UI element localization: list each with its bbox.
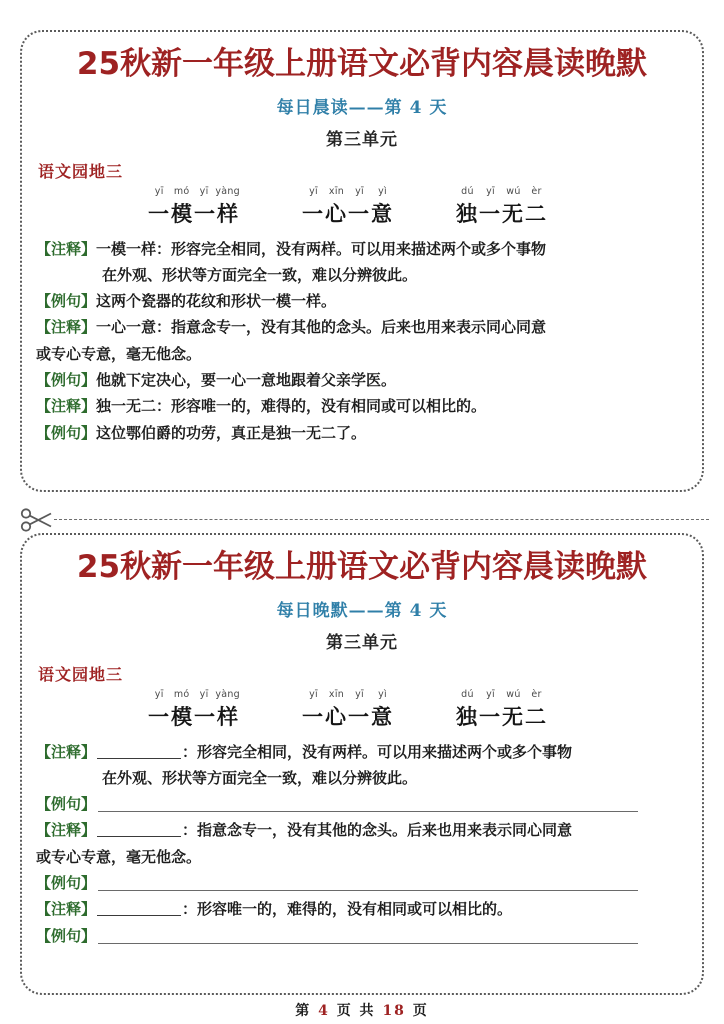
pinyin-syllable: yī: [309, 688, 318, 700]
idiom-hanzi: 一模一样: [148, 703, 240, 729]
example-tag: 【例句】: [36, 795, 97, 814]
pinyin-syllable: yī: [355, 688, 364, 700]
note-entry: [36, 315, 688, 339]
entry-example: 他就下定决心，要一心一意地跟着父亲学医。: [96, 371, 397, 390]
entry-note-line1: ：形容唯一的，难得的，没有相同或可以相比的。: [182, 900, 513, 919]
entry-note-line1: ：形容完全相同，没有两样。可以用来描述两个或多个事物: [156, 239, 547, 258]
entry-example: 这位鄂伯爵的功劳，真正是独一无二了。: [96, 423, 367, 442]
idiom-hanzi: 一模一样: [148, 200, 240, 226]
pinyin-syllable: èr: [531, 688, 542, 700]
example-entry-blank: [36, 871, 688, 895]
example-blank-input[interactable]: [98, 890, 638, 891]
note-entry-cont: [36, 342, 688, 366]
footer-suffix: 页: [412, 1003, 429, 1019]
pinyin-row: [456, 689, 548, 700]
note-tag: 【注释】: [36, 239, 97, 258]
pinyin-row: [148, 689, 240, 700]
pinyin-syllable: xīn: [328, 688, 345, 700]
title-prefix: 25秋新一年级上册语文: [76, 46, 400, 82]
example-entry-blank: [36, 924, 688, 948]
example-tag: 【例句】: [36, 423, 97, 442]
note-entry-blank: [36, 818, 688, 842]
morning-reading-card: [20, 30, 704, 492]
example-entry: [36, 421, 688, 445]
note-tag: 【注释】: [36, 318, 97, 337]
idiom-item: [302, 186, 394, 228]
pinyin-syllable: yī: [154, 688, 164, 700]
pinyin-syllable: yī: [154, 185, 164, 197]
entry-note-line1: ：形容完全相同，没有两样。可以用来描述两个或多个事物: [182, 742, 573, 761]
note-entry-blank: [36, 740, 688, 764]
entry-note-line1: ：指意念专一，没有其他的念头。后来也用来表示同心同意: [156, 318, 547, 337]
entry-term: 独一无二: [96, 397, 157, 416]
example-entry-blank: [36, 792, 688, 816]
scissors-icon: [20, 505, 54, 535]
entry-term: 一模一样: [96, 239, 157, 258]
footer-current-page: 4: [318, 1003, 330, 1019]
morning-section-label: 语文园地三: [38, 161, 124, 181]
note-entry-cont: [36, 766, 688, 790]
footer-total-pages: 18: [382, 1003, 406, 1019]
pinyin-syllable: yī: [199, 185, 209, 197]
note-entry-cont: [36, 263, 688, 287]
idiom-item: [302, 689, 394, 731]
example-tag: 【例句】: [36, 371, 97, 390]
evening-subtitle: 每日晚默——第 4 天: [276, 600, 448, 621]
evening-unit-title: 第三单元: [326, 632, 398, 653]
pinyin-syllable: mó: [173, 688, 190, 700]
pinyin-syllable: xīn: [328, 185, 345, 197]
note-entry-cont: [36, 845, 688, 869]
note-entry: [36, 394, 688, 418]
evening-section-label: 语文园地三: [38, 664, 124, 684]
term-blank-input[interactable]: [97, 836, 181, 837]
idiom-item: [456, 689, 548, 731]
pinyin-row: [456, 186, 548, 197]
morning-entries: [36, 237, 688, 445]
note-entry-blank: [36, 897, 688, 921]
title-prefix: 25秋新一年级上册语文: [76, 549, 400, 585]
example-tag: 【例句】: [36, 292, 97, 311]
note-tag: 【注释】: [36, 900, 97, 919]
idiom-hanzi: 一心一意: [302, 200, 394, 226]
entry-note-line2: 在外观、形状等方面完全一致，难以分辨彼此。: [102, 265, 418, 284]
morning-subtitle: 每日晨读——第 4 天: [276, 97, 448, 118]
example-tag: 【例句】: [36, 874, 97, 893]
title-suffix: 必背内容晨读晚默: [399, 46, 648, 82]
example-tag: 【例句】: [36, 926, 97, 945]
evening-entries: [36, 740, 688, 948]
pinyin-row: [148, 186, 240, 197]
idiom-item: [456, 186, 548, 228]
example-blank-input[interactable]: [98, 811, 638, 812]
page-title: [36, 46, 688, 83]
term-blank-input[interactable]: [97, 758, 181, 759]
entry-note-line2: 或专心专意，毫无他念。: [36, 847, 202, 866]
note-tag: 【注释】: [36, 821, 97, 840]
pinyin-syllable: yàng: [215, 688, 241, 700]
footer-middle: 页 共: [336, 1003, 376, 1019]
pinyin-syllable: yī: [486, 185, 495, 197]
pinyin-syllable: wú: [506, 185, 521, 197]
pinyin-syllable: dú: [461, 185, 474, 197]
note-tag: 【注释】: [36, 742, 97, 761]
pinyin-row: [302, 186, 394, 197]
pinyin-syllable: yàng: [215, 185, 241, 197]
pinyin-syllable: yì: [378, 688, 387, 700]
idiom-hanzi: 独一无二: [456, 200, 548, 226]
idiom-item: [148, 186, 240, 228]
pinyin-row: [302, 689, 394, 700]
entry-term: 一心一意: [96, 318, 157, 337]
term-blank-input[interactable]: [97, 915, 181, 916]
entry-example: 这两个瓷器的花纹和形状一模一样。: [96, 292, 337, 311]
pinyin-syllable: yī: [486, 688, 495, 700]
footer-prefix: 第: [295, 1003, 312, 1019]
page-footer: [0, 1000, 724, 1020]
idiom-item: [148, 689, 240, 731]
entry-note-line2: 或专心专意，毫无他念。: [36, 344, 202, 363]
morning-idiom-row: [36, 186, 688, 228]
idiom-hanzi: 独一无二: [456, 703, 548, 729]
entry-note-line2: 在外观、形状等方面完全一致，难以分辨彼此。: [102, 768, 418, 787]
pinyin-syllable: yī: [199, 688, 209, 700]
note-tag: 【注释】: [36, 397, 97, 416]
pinyin-syllable: mó: [173, 185, 190, 197]
example-entry: [36, 368, 688, 392]
example-entry: [36, 289, 688, 313]
cut-dashed-line: [54, 519, 709, 520]
pinyin-syllable: yī: [309, 185, 318, 197]
evening-dictation-card: [20, 533, 704, 995]
idiom-hanzi: 一心一意: [302, 703, 394, 729]
pinyin-syllable: èr: [531, 185, 542, 197]
page-title-2: [36, 549, 688, 586]
entry-note-line1: ：形容唯一的，难得的，没有相同或可以相比的。: [156, 397, 487, 416]
entry-note-line1: ：指意念专一，没有其他的念头。后来也用来表示同心同意: [182, 821, 573, 840]
pinyin-syllable: wú: [506, 688, 521, 700]
pinyin-syllable: yī: [355, 185, 364, 197]
pinyin-syllable: dú: [461, 688, 474, 700]
example-blank-input[interactable]: [98, 943, 638, 944]
cut-divider: [0, 505, 724, 535]
morning-unit-title: 第三单元: [326, 129, 398, 150]
evening-idiom-row: [36, 689, 688, 731]
note-entry: [36, 237, 688, 261]
title-suffix: 必背内容晨读晚默: [399, 549, 648, 585]
pinyin-syllable: yì: [378, 185, 387, 197]
